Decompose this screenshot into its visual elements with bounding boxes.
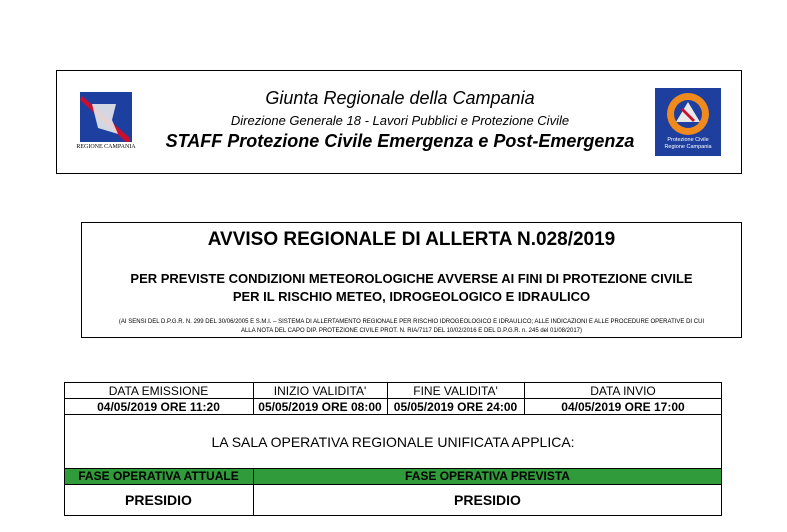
avviso-note-1: (AI SENSI DEL D.P.G.R. N. 299 DEL 30/06/2005 E S.M.I. – SISTEMA DI ALLERTAMENTO REGIONALE PER RISCHIO IDROGEOLOGICO E IDRAULICO; ALLE INDICAZIONI E ALLE PROCEDURE OPERATIVE DI CUI [118,319,705,325]
value-data-invio: 04/05/2019 ORE 17:00 [561,400,685,414]
fase-attuale-value: PRESIDIO [125,492,192,508]
regione-campania-logo [72,90,140,156]
applica-text: LA SALA OPERATIVA REGIONALE UNIFICATA APPLICA: [211,434,575,450]
logo-right-caption-1: Protezione Civile [667,137,709,143]
avviso-subtitle-1: PER PREVISTE CONDIZIONI METEOROLOGICHE AVVERSE AI FINI DI PROTEZIONE CIVILE [130,271,693,286]
logo-left-caption: REGIONE CAMPANIA [76,144,136,150]
header-line-2: Direzione Generale 18 - Lavori Pubblici e Protezione Civile [230,113,570,128]
value-inizio-validita: 05/05/2019 ORE 08:00 [258,400,382,414]
avviso-note-2: ALLA NOTA DEL CAPO DIP. PROTEZIONE CIVILE PROT. N. RIA/7117 DEL 10/02/2016 E DEL D.P.G.R. n. 245 del 01/08/2017) [240,328,583,334]
header-line-1: Giunta Regionale della Campania [265,88,535,108]
header-inizio-validita: INIZIO VALIDITA' [273,384,367,398]
protezione-civile-logo [655,88,721,156]
value-fine-validita: 05/05/2019 ORE 24:00 [393,400,518,414]
avviso-title: AVVISO REGIONALE DI ALLERTA N.028/2019 [207,229,616,250]
header-data-invio: DATA INVIO [590,384,656,398]
fase-attuale-label: FASE OPERATIVA ATTUALE [78,469,239,483]
fase-prevista-value: PRESIDIO [454,492,521,508]
avviso-subtitle-2: PER IL RISCHIO METEO, IDROGEOLOGICO E IDRAULICO [232,289,591,304]
header-data-emissione: DATA EMISSIONE [108,384,209,398]
fase-prevista-label: FASE OPERATIVA PREVISTA [405,469,570,483]
header-line-3: STAFF Protezione Civile Emergenza e Post-Emergenza [165,131,635,151]
value-data-emissione: 04/05/2019 ORE 11:20 [97,400,220,414]
header-fine-validita: FINE VALIDITA' [413,384,498,398]
logo-right-caption-2: Regione Campania [664,144,712,150]
